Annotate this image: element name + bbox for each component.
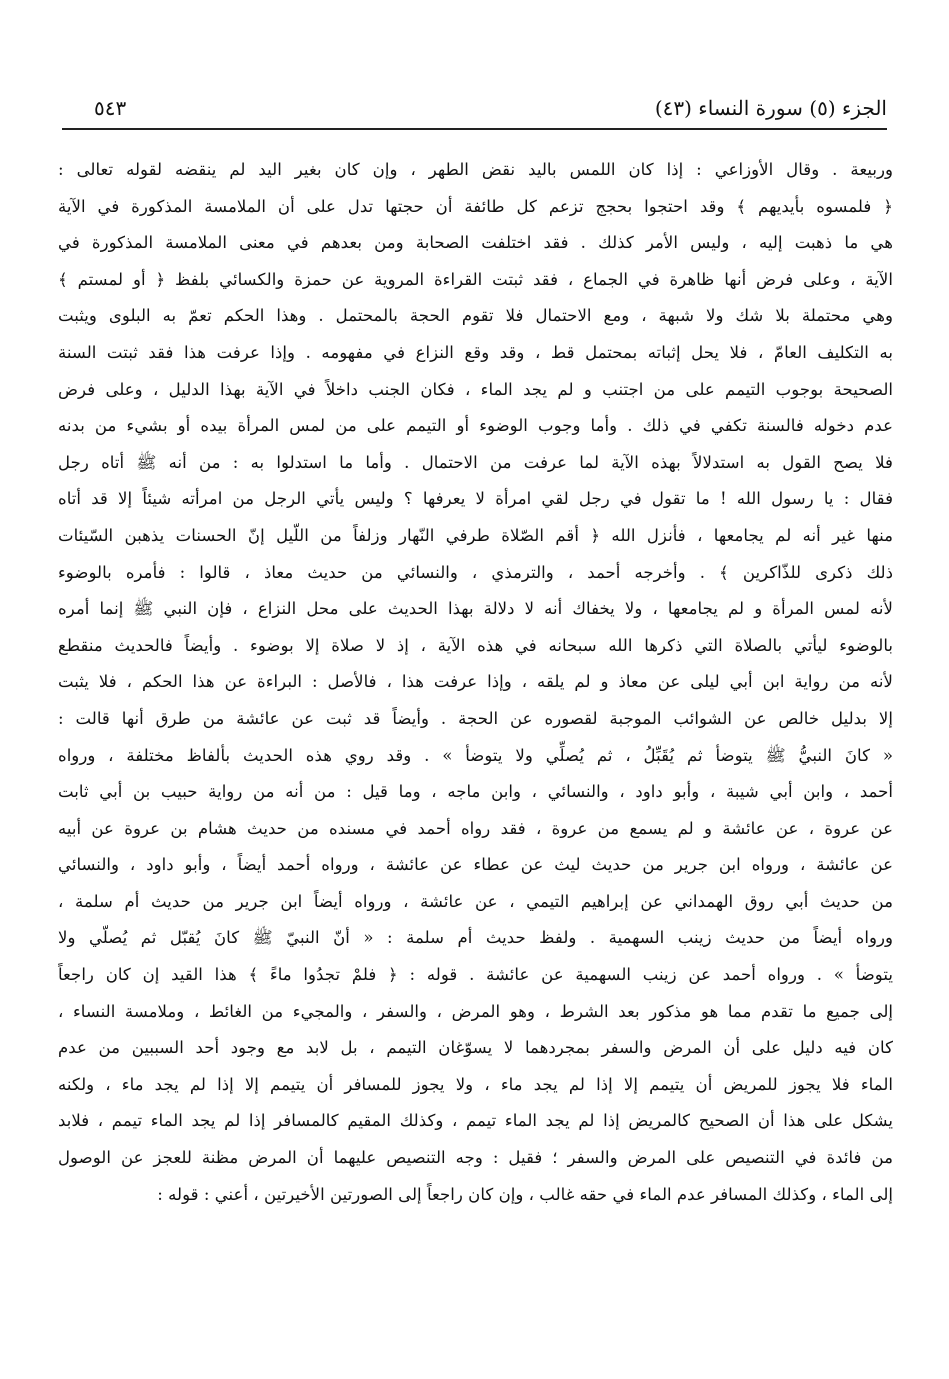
text-line: لأنه من رواية ابن أبي ليلى عن معاذ و لم يلقه ، وإذا عرفت هذا ، فالأصل : البراءة عن هذا الحكم ، فلا يثبت [58,672,893,692]
text-line: عدم دخوله فالسنة تكفي في ذلك . وأما وجوب الوضوء أو التيمم على من لمس المرأة بيده أو بشيء من بدنه [58,416,893,436]
text-line: ذلك ذكرى للذّاكرين ﴾ . وأخرجه أحمد ، والترمذي ، والنسائي من حديث معاذ ، قالوا : فأمره بالوضوء [58,562,893,582]
text-line: ورواه أيضاً من حديث زينب السهمية . ولفظ حديث أم سلمة : « أنّ النبيّ ﷺ كانَ يُقبّل ثم يُصلّي ولا [58,928,893,948]
text-line: الماء فلا يجوز للمريض أن يتيمم إلا إذا لم يجد ماء ، ولا يجوز للمسافر أن يتيمم إلا إذا لم يجد ماء ، ولكنه [58,1074,893,1094]
text-line: إلا بدليل خالص عن الشوائب الموجبة لقصوره عن الحجة . وأيضاً قد ثبت عن عائشة من طرق أنها قالت : [58,708,893,728]
text-line: « كانَ النبيُّ ﷺ يتوضأ ثم يُقَبِّلُ ، ثم يُصلِّي ولا يتوضأ » . وقد روي هذه الحديث بألفاظ مختلفة ، ورواه [58,745,893,765]
text-line: من فائدة في التنصيص على المرض والسفر ؛ فقيل : وجه التنصيص عليهما أن المرض مظنة للعجز عن الوصول [58,1148,893,1168]
text-line: الآية ، وعلى فرض أنها ظاهرة في الجماع ، فقد ثبتت القراءة المروية عن حمزة والكسائي بلفظ ﴿ أو لمستم ﴾ [58,269,893,289]
header-rule [62,128,887,130]
text-line: لأنه لمس المرأة و لم يجامعها ، ولا يخفاك أنه لا دلالة بهذا الحديث على محل النزاع ، فإن النبي ﷺ إنما أمره [58,599,893,619]
text-line: ﴿ فلمسوه بأيديهم ﴾ وقد احتجوا بحجج تزعم كل طائفة أن حجتها تدل على أن الملامسة المذكورة في الآية [58,196,893,216]
text-line: عن عروة ، عن عائشة و لم يسمع من عروة ، فقد رواه أحمد في مسنده من حديث هشام بن عروة عن أبيه [58,818,893,838]
text-line: عن عائشة ، ورواه ابن جرير من حديث ليث عن عطاء عن عائشة ، ورواه أحمد أيضاً ، وأبو داود ، والنسائي [58,855,893,875]
text-line: به التكليف العامّ ، فلا يحل إثباته بمحتمل قط ، وقد وقع النزاع في مفهومه . وإذا عرفت هذا فقد ثبتت السنة [58,342,893,362]
text-line: وهي محتملة بلا شك ولا شبهة ، ومع الاحتمال فلا تقوم الحجة بالمحتمل . وهذا الحكم تعمّ به البلوى ويثبت [58,306,893,326]
text-line: من حديث أبي روق الهمداني عن إبراهيم التيمي ، عن عائشة ، ورواه أيضاً ابن جرير من حديث أم سلمة ، [58,891,893,911]
body-text [58,152,893,1213]
text-line: كان فيه دليل على أن المرض والسفر بمجردهما لا يسوّغان التيمم ، بل لابد مع وجود أحد السببين من عدم [58,1038,893,1058]
page-header [62,92,887,130]
text-line: وربيعة . وقال الأوزاعي : إذا كان اللمس باليد نقض الطهر ، وإن كان بغير اليد لم ينقضه لقوله تعالى : [58,160,893,179]
text-line: فقال : يا رسول الله ! ما تقول في رجل لقي امرأة لا يعرفها ؟ وليس يأتي الرجل من امرأته شيئاً إلا قد أتاه [58,489,893,509]
text-line: إلى الماء ، وكذلك المسافر عدم الماء في حقه غالب ، وإن كان راجعاً إلى الصورتين الأخيرتين ، أعني : قوله : [157,1184,893,1204]
text-line: يشكل على هذا أن الصحيح كالمريض إذا لم يجد الماء تيمم ، وكذلك المقيم كالمسافر إذا لم يجد الماء تيمم ، فلابد [58,1111,893,1131]
text-line: يتوضأ » . ورواه أحمد عن زينب السهمية عن عائشة . قوله : ﴿ فلمْ تجدُوا ماءً ﴾ هذا القيد إن كان راجعاً [58,965,893,985]
text-line: هي ما ذهبت إليه ، وليس الأمر كذلك . فقد اختلفت الصحابة ومن بعدهم في معنى الملامسة المذكورة في [58,233,893,253]
text-line: بالوضوء ليأتي بالصلاة التي ذكرها الله سبحانه في هذه الآية ، إذ لا صلاة إلا بوضوء . وأيضاً فالحديث منقطع [58,635,893,655]
text-line: أحمد ، وابن أبي شيبة ، وأبو داود ، والنسائي ، وابن ماجه ، وما قيل : من أنه من رواية حبيب بن أبي ثابت [58,782,893,802]
text-line: فلا يصح القول به استدلالاً بهذه الآية لما عرفت من الاحتمال . وأما ما استدلوا به : من أنه ﷺ أتاه رجل [58,452,893,472]
text-line: الصحيحة بوجوب التيمم على من اجتنب و لم يجد الماء ، فكان الجنب داخلاً في الآية بهذا الدليل ، وعلى فرض [58,379,893,399]
text-line: منها غير أنه لم يجامعها ، فأنزل الله ﴿ أقم الصّلاة طرفي النّهار وزلفاً من اللّيل إنّ الحسنات يذهبن السّيئات [58,525,893,545]
text-line: إلى جميع ما تقدم مما هو مذكور بعد الشرط ، وهو المرض ، والسفر ، والمجيء من الغائط ، وملامسة النساء ، [58,1001,893,1021]
page-number: ٥٤٣ [94,96,127,120]
running-title: الجزء (٥) سورة النساء (٤٣) [654,96,887,120]
